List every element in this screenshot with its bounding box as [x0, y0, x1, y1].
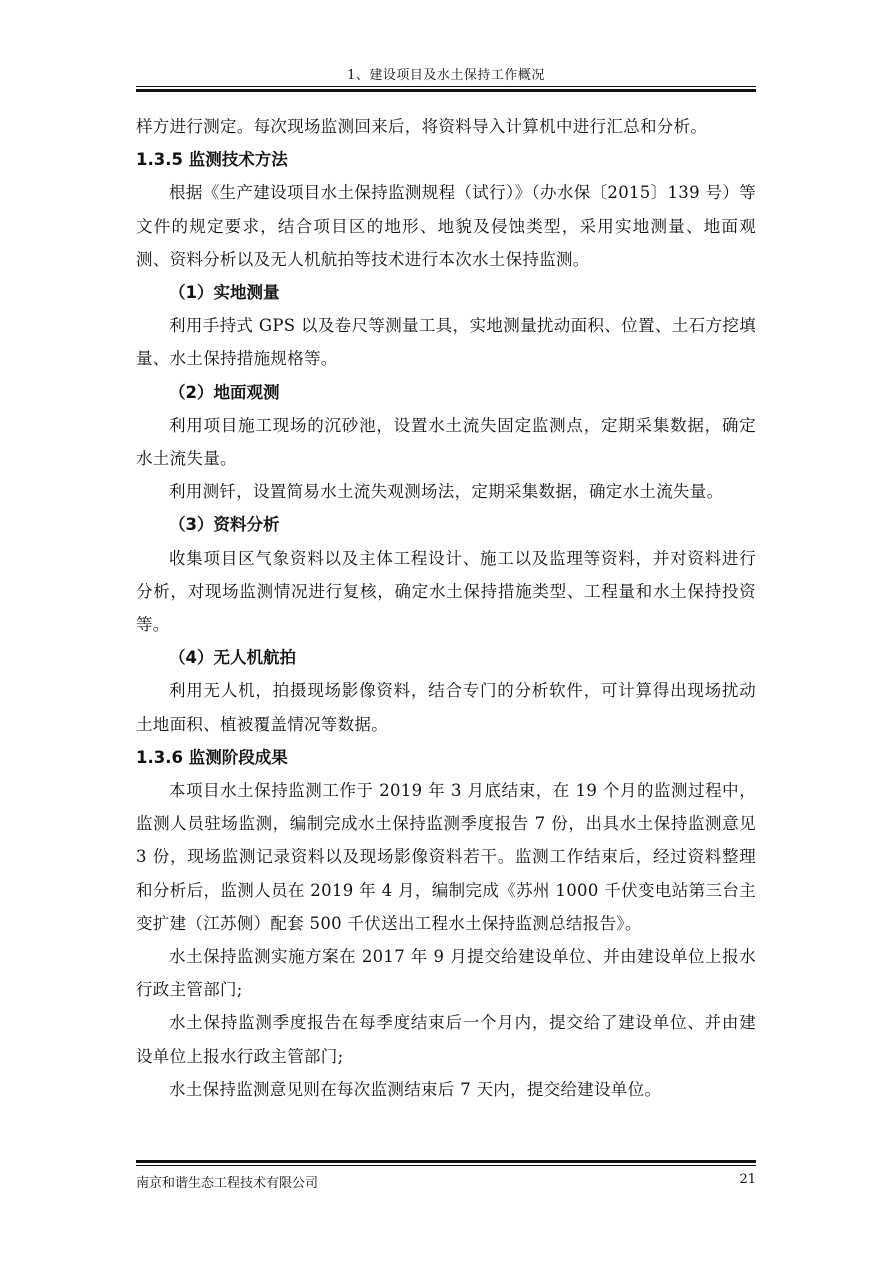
running-header: 1、建设项目及水土保持工作概况 — [347, 68, 545, 83]
paragraph: 样方进行测定。每次现场监测回来后，将资料导入计算机中进行汇总和分析。 — [136, 117, 708, 136]
page-number: 21 — [739, 1172, 756, 1187]
subsection-heading: （2）地面观测 — [169, 382, 280, 402]
paragraph: 本项目水土保持监测工作于 2019 年 3 月底结束，在 19 个月的监测过程中，监测人员驻场监测，编制完成水土保持监测季度报告 7 份，出具水土保持监测意见 3 份，现场监测记录资料以及现场影像资料若干。监测工作结束后，经过资料整理和分析后，监测人员在 2019 年 4 月，编制完成《苏州 1000 千伏变电站第三台主变扩建（江苏侧）配套 500 千伏送出工程水土保持监测总结报告》。 — [136, 781, 756, 933]
paragraph: 利用测钎，设置简易水土流失观测场法，定期采集数据，确定水土流失量。 — [169, 482, 724, 502]
subsection-heading: （4）无人机航拍 — [169, 648, 296, 668]
paragraph: 水土保持监测实施方案在 2017 年 9 月提交给建设单位、并由建设单位上报水行政主管部门; — [136, 947, 756, 1000]
header-rule-thin — [136, 86, 756, 87]
paragraph: 水土保持监测意见则在每次监测结束后 7 天内，提交给建设单位。 — [169, 1079, 662, 1099]
paragraph: 利用无人机，拍摄现场影像资料，结合专门的分析软件，可计算得出现场扰动土地面积、植被覆盖情况等数据。 — [136, 681, 756, 734]
paragraph: 利用手持式 GPS 以及卷尺等测量工具，实地测量扰动面积、位置、土石方挖填量、水土保持措施规格等。 — [136, 316, 756, 369]
subsection-heading: （3）资料分析 — [169, 515, 280, 535]
subsection-heading: （1）实地测量 — [169, 283, 280, 303]
body-content — [136, 110, 756, 1106]
footer-company: 南京和谐生态工程技术有限公司 — [136, 1176, 319, 1191]
paragraph: 收集项目区气象资料以及主体工程设计、施工以及监理等资料，并对资料进行分析，对现场监测情况进行复核，确定水土保持措施类型、工程量和水土保持投资等。 — [136, 548, 756, 635]
footer-rule-thin — [136, 1165, 756, 1166]
section-heading: 1.3.6 监测阶段成果 — [136, 747, 288, 767]
paragraph: 根据《生产建设项目水土保持监测规程（试行）》（办水保〔2015〕139 号）等文件的规定要求，结合项目区的地形、地貌及侵蚀类型，采用实地测量、地面观测、资料分析以及无人机航拍等技术进行本次水土保持监测。 — [136, 183, 756, 269]
paragraph: 水土保持监测季度报告在每季度结束后一个月内，提交给了建设单位、并由建设单位上报水行政主管部门; — [136, 1013, 756, 1066]
footer-rule-thick — [136, 1160, 756, 1163]
section-heading: 1.3.5 监测技术方法 — [136, 150, 288, 170]
header-rule-thick — [136, 89, 756, 92]
paragraph: 利用项目施工现场的沉砂池，设置水土流失固定监测点，定期采集数据，确定水土流失量。 — [136, 415, 756, 469]
